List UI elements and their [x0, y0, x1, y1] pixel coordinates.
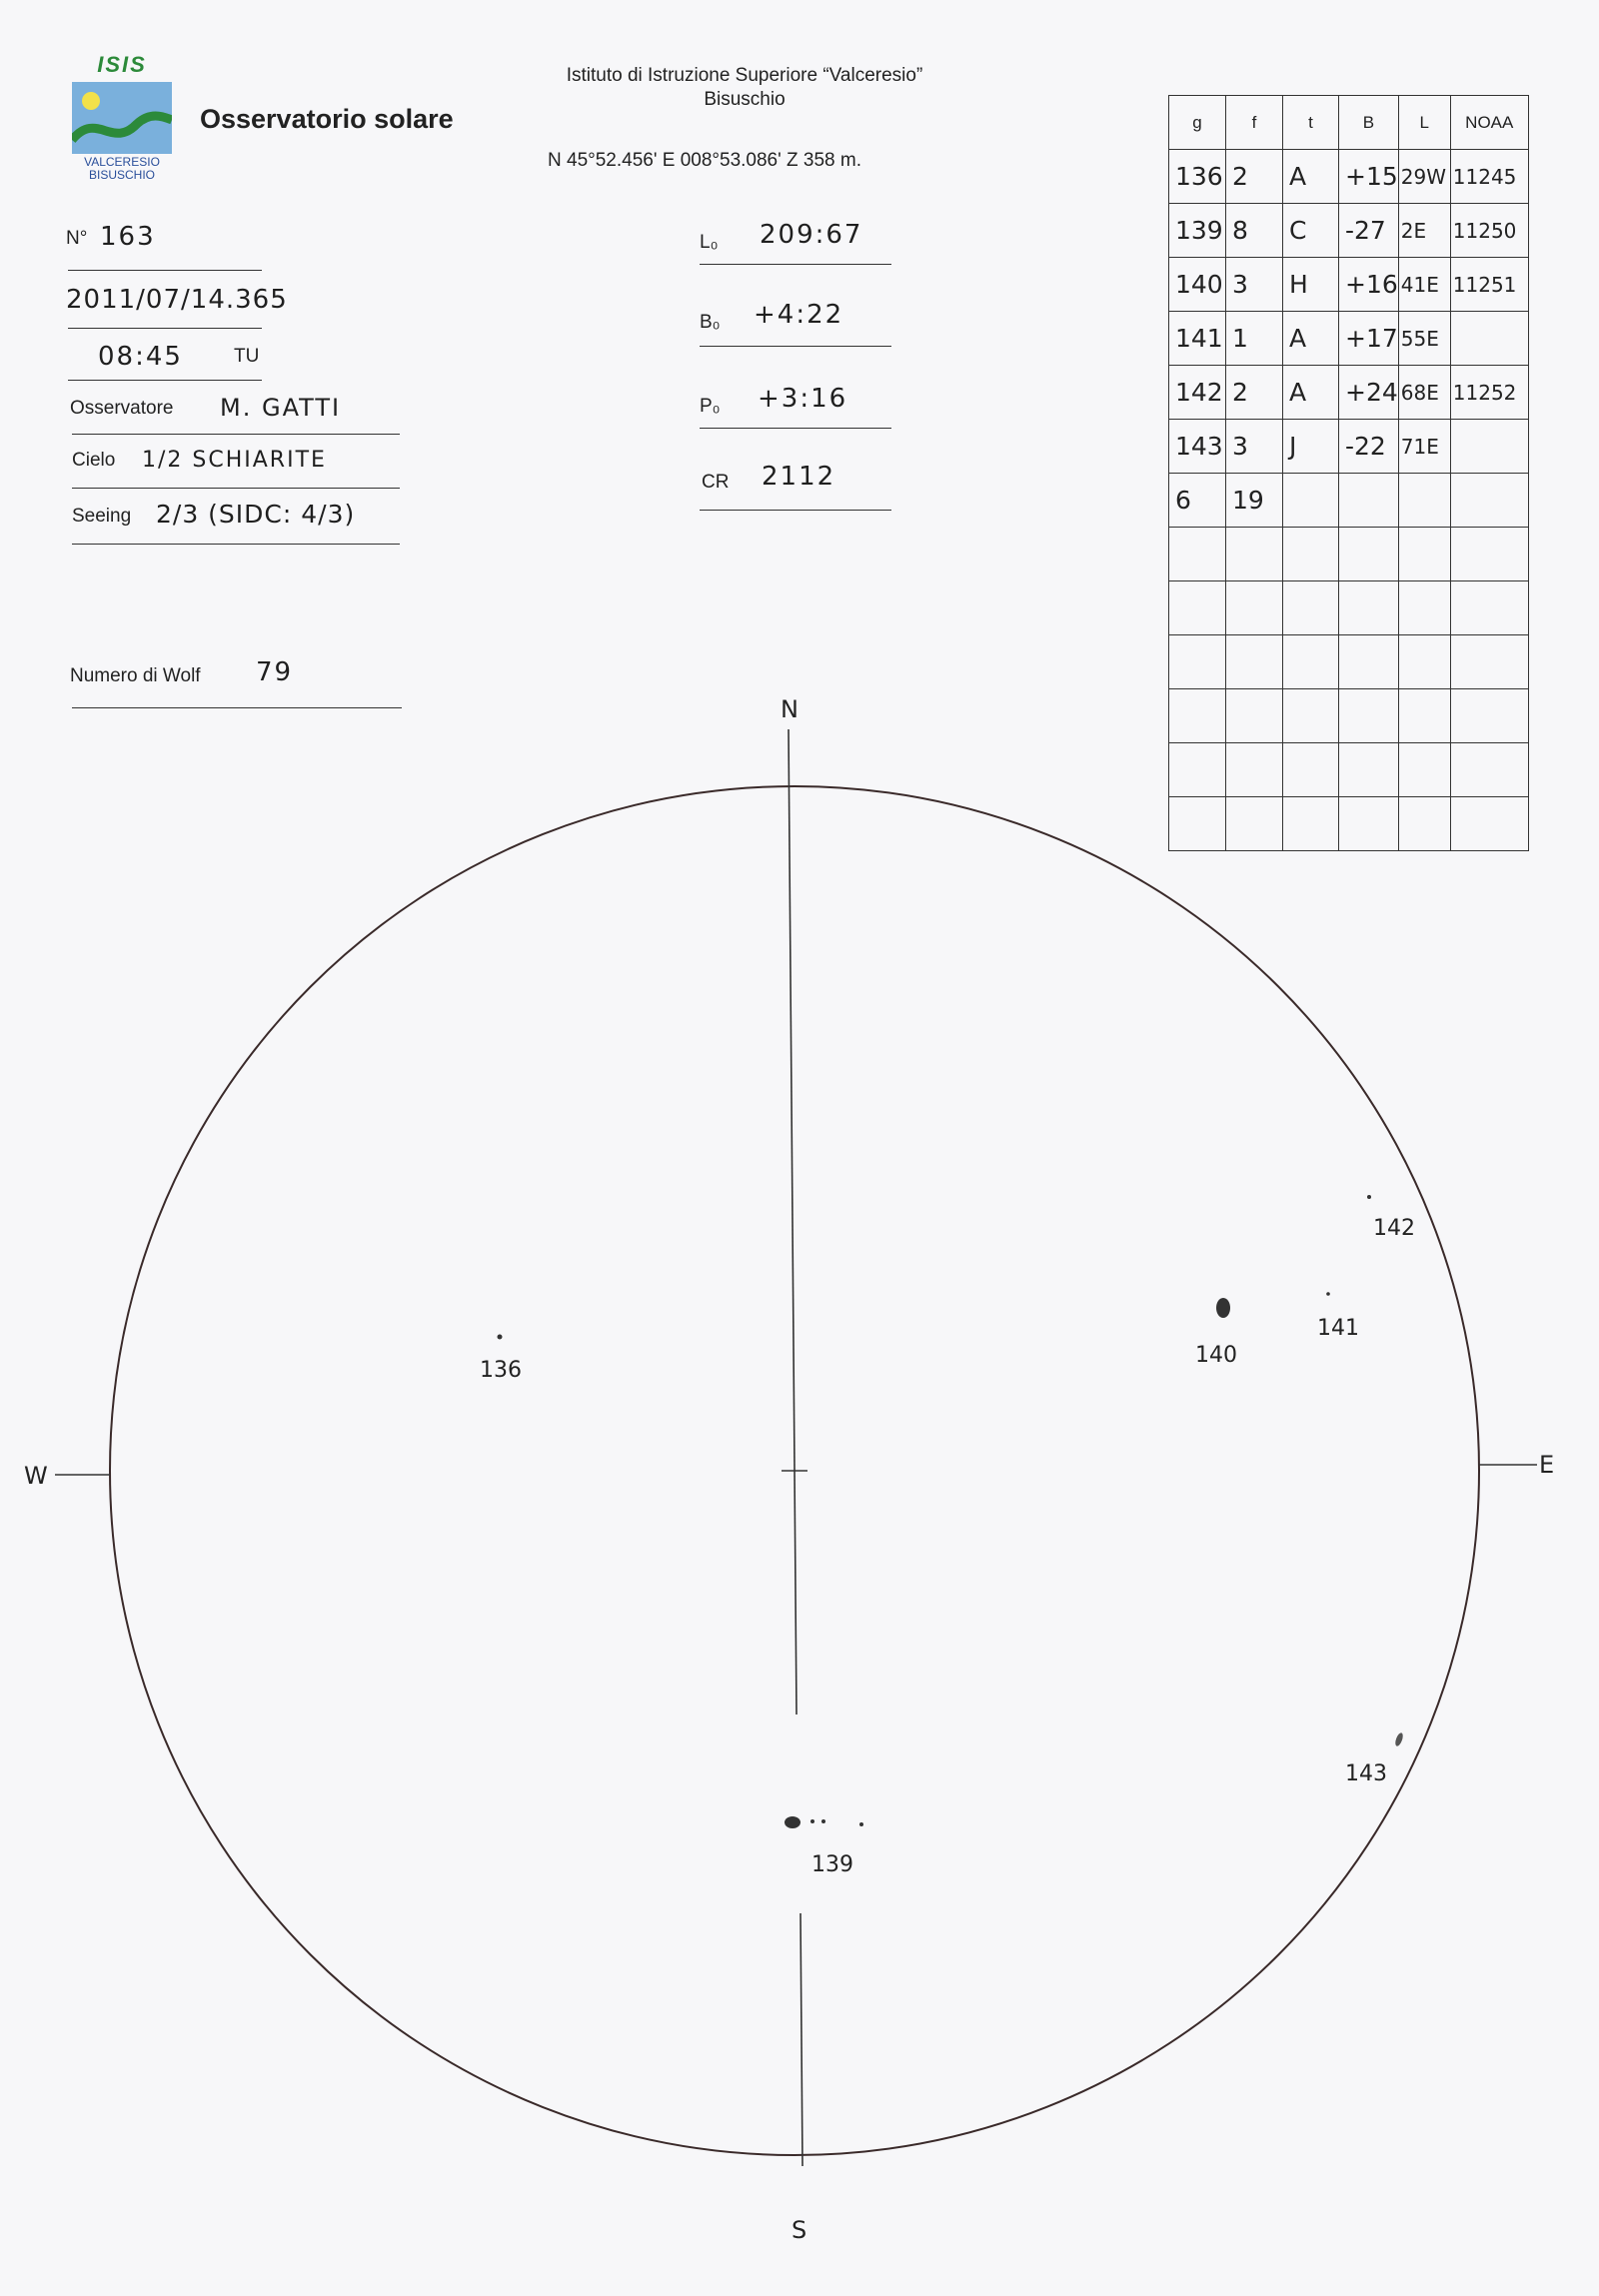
sunspot	[785, 1816, 800, 1828]
b0-value: +4:22	[754, 300, 844, 330]
table-cell: 2	[1226, 366, 1283, 420]
table-cell: A	[1283, 150, 1339, 204]
page-title: Osservatorio solare	[200, 104, 454, 134]
sunspot	[1326, 1292, 1330, 1296]
cr-value: 2112	[762, 462, 836, 492]
table-cell: +24	[1339, 366, 1399, 420]
column-header: NOAA	[1450, 96, 1528, 150]
observatory-coordinates: N 45°52.456' E 008°53.086' Z 358 m.	[548, 150, 861, 171]
group-label: 141	[1317, 1316, 1359, 1341]
table-cell: +17	[1339, 312, 1399, 366]
sunspot	[1216, 1298, 1230, 1318]
table-cell: 29W	[1398, 150, 1450, 204]
table-cell: 142	[1169, 366, 1226, 420]
table-cell: 2E	[1398, 204, 1450, 258]
table-cell: A	[1283, 366, 1339, 420]
table-cell: 11245	[1450, 150, 1528, 204]
table-cell: 141	[1169, 312, 1226, 366]
group-label: 143	[1345, 1761, 1387, 1786]
sunspot	[1367, 1195, 1371, 1199]
table-cell: H	[1283, 258, 1339, 312]
seeing-value: 2/3 (SIDC: 4/3)	[156, 500, 356, 529]
cr-label: CR	[702, 472, 730, 493]
time-value: 08:45	[98, 342, 183, 372]
group-label: 142	[1373, 1216, 1415, 1241]
logo-wordmark: ISIS	[97, 52, 147, 77]
table-cell: 11252	[1450, 366, 1528, 420]
number-label: N°	[66, 228, 88, 249]
p0-value: +3:16	[758, 384, 848, 414]
sunspot	[810, 1819, 814, 1823]
table-cell: C	[1283, 204, 1339, 258]
table-cell: J	[1283, 420, 1339, 474]
table-cell: 19	[1226, 474, 1283, 528]
north-south-axis	[789, 729, 797, 1715]
institute-name: Istituto di Istruzione Superiore “Valceresio”	[566, 65, 923, 86]
sunspot	[821, 1819, 825, 1823]
p0-label: P₀	[700, 396, 721, 417]
south-axis-extension	[800, 1913, 802, 2166]
sunspot	[1394, 1731, 1404, 1746]
table-cell: 68E	[1398, 366, 1450, 420]
wolf-label: Numero di Wolf	[70, 665, 201, 686]
group-label: 136	[480, 1358, 522, 1383]
table-cell: 71E	[1398, 420, 1450, 474]
sky-value: 1/2 SCHIARITE	[142, 448, 327, 473]
table-cell: 8	[1226, 204, 1283, 258]
table-cell: +16	[1339, 258, 1399, 312]
south-label: S	[792, 2216, 807, 2244]
observer-value: M. GATTI	[220, 394, 342, 422]
table-cell: -27	[1339, 204, 1399, 258]
sunspot	[498, 1335, 503, 1340]
group-label: 140	[1195, 1343, 1237, 1368]
table-cell: 136	[1169, 150, 1226, 204]
column-header: t	[1283, 96, 1339, 150]
sky-label: Cielo	[72, 450, 116, 471]
table-cell: 11251	[1450, 258, 1528, 312]
table-cell: 3	[1226, 258, 1283, 312]
column-header: f	[1226, 96, 1283, 150]
group-label: 139	[811, 1852, 853, 1877]
column-header: g	[1169, 96, 1226, 150]
west-label: W	[24, 1462, 48, 1490]
table-cell: 140	[1169, 258, 1226, 312]
table-cell: 6	[1169, 474, 1226, 528]
table-cell: A	[1283, 312, 1339, 366]
table-cell: 41E	[1398, 258, 1450, 312]
date-value: 2011/07/14.365	[66, 285, 288, 315]
east-label: E	[1539, 1451, 1555, 1479]
l0-value: 209:67	[760, 220, 863, 250]
table-cell: -22	[1339, 420, 1399, 474]
time-unit: TU	[234, 346, 260, 367]
observer-label: Osservatore	[70, 398, 174, 419]
institute-town: Bisuschio	[704, 89, 786, 110]
column-header: B	[1339, 96, 1399, 150]
table-cell: 3	[1226, 420, 1283, 474]
table-cell: 11250	[1450, 204, 1528, 258]
seeing-label: Seeing	[72, 506, 132, 527]
l0-label: L₀	[700, 232, 719, 253]
logo-town-line1: VALCERESIO	[84, 155, 160, 169]
sunspot	[859, 1822, 863, 1826]
north-label: N	[781, 695, 799, 723]
table-cell: 1	[1226, 312, 1283, 366]
table-cell: 2	[1226, 150, 1283, 204]
table-cell: 55E	[1398, 312, 1450, 366]
table-cell: +15	[1339, 150, 1399, 204]
column-header: L	[1398, 96, 1450, 150]
table-cell: 139	[1169, 204, 1226, 258]
number-value: 163	[100, 222, 156, 252]
logo-town-line2: BISUSCHIO	[88, 168, 155, 182]
b0-label: B₀	[700, 312, 721, 333]
wolf-value: 79	[256, 657, 294, 687]
table-cell: 143	[1169, 420, 1226, 474]
